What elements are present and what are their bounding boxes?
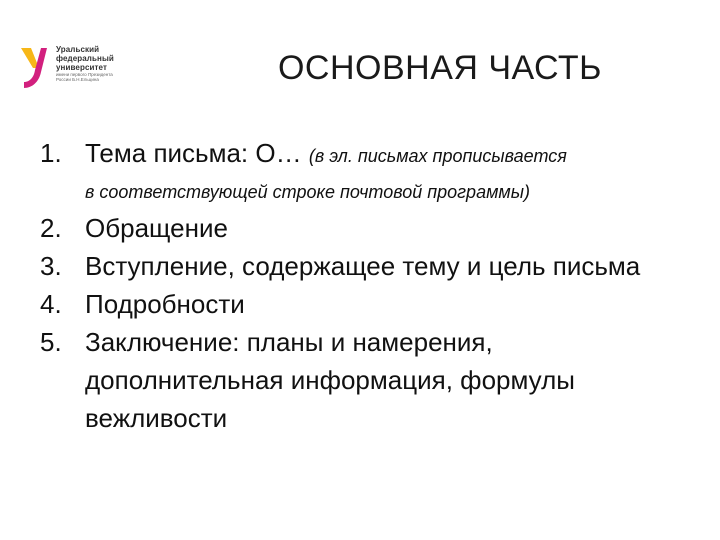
outline-list <box>40 134 680 437</box>
item-text: Вступление, содержащее тему и цель письма <box>85 251 641 281</box>
item-number: 4. <box>40 289 62 319</box>
list-item <box>40 134 680 209</box>
item-number: 1. <box>40 138 62 168</box>
logo-line: университет <box>56 63 107 72</box>
item-text: Подробности <box>85 289 245 319</box>
item-note: (в эл. письмах прописывается <box>308 146 567 166</box>
item-number: 5. <box>40 327 62 357</box>
item-note: в соответствующей строке почтовой программы) <box>85 182 530 202</box>
list-item <box>40 209 680 247</box>
logo-text <box>56 45 140 82</box>
list-item <box>40 285 680 323</box>
university-logo <box>20 44 140 90</box>
urfu-logo-icon <box>20 44 50 90</box>
list-item <box>40 247 680 285</box>
item-text: Обращение <box>85 213 228 243</box>
list-item <box>40 323 680 437</box>
logo-subline: имени первого Президента <box>56 72 113 77</box>
slide-title: ОСНОВНАЯ ЧАСТЬ <box>277 49 602 87</box>
item-number: 2. <box>40 213 62 243</box>
logo-line: Уральский <box>56 45 100 54</box>
logo-subline: России Б.Н.Ельцина <box>56 77 99 82</box>
item-number: 3. <box>40 251 62 281</box>
item-text: Тема письма: О… <box>85 138 309 168</box>
logo-line: федеральный <box>56 54 114 63</box>
item-text: Заключение: планы и намерения, дополнительная информация, формулы вежливости <box>85 327 575 433</box>
